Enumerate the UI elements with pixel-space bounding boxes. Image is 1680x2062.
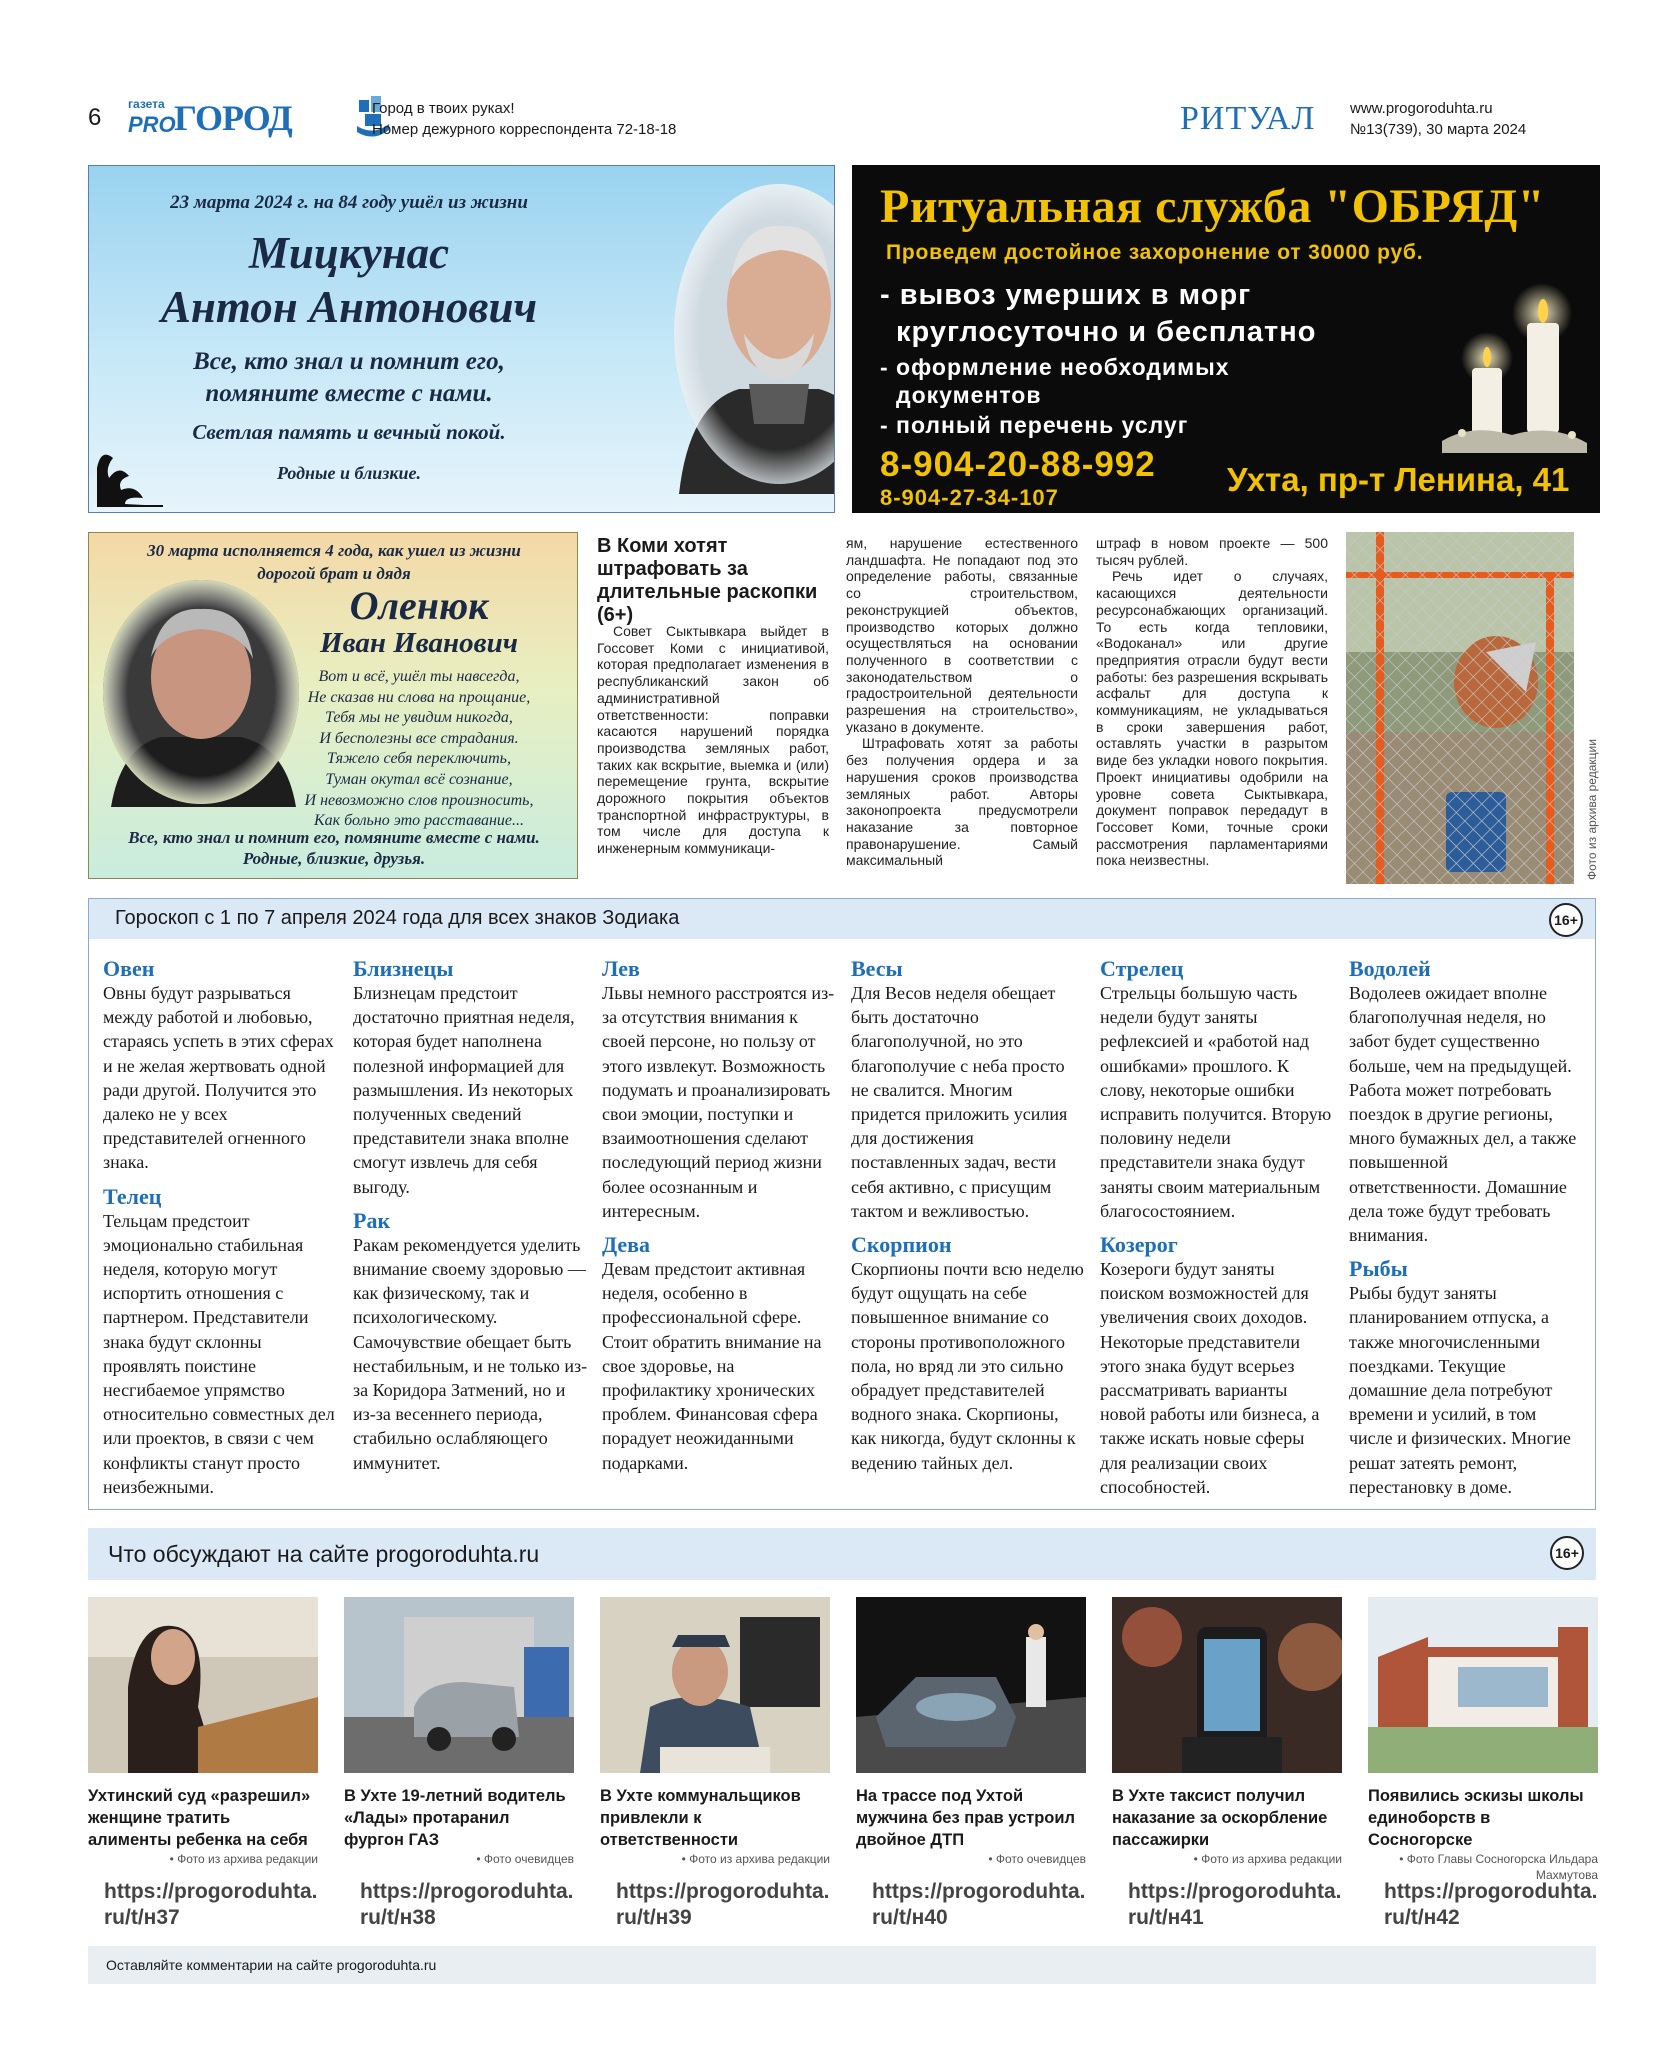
- correspondent-phone: Номер дежурного корреспондента 72-18-18: [372, 121, 677, 138]
- zodiac-aquarius: [1349, 957, 1584, 1247]
- news-card[interactable]: [88, 1597, 318, 1929]
- news-photo: [600, 1597, 830, 1773]
- photo-credit: • Фото Главы Сосногорска Ильдара Махмутова: [1399, 1852, 1598, 1882]
- slogan-line: Город в твоих руках!: [372, 100, 515, 117]
- news-link-text: ru/t/н41: [1128, 1906, 1204, 1929]
- obituary-given-name: Антон Антонович: [160, 282, 538, 332]
- ad-service-item: документов: [896, 382, 1042, 408]
- photo-credit: • Фото очевидцев: [988, 1852, 1086, 1866]
- news-link[interactable]: [872, 1879, 1085, 1931]
- sign-name: Стрелец: [1100, 956, 1184, 981]
- zodiac-cancer: [353, 1209, 588, 1475]
- candles-icon: [1432, 283, 1592, 453]
- news-photo: [88, 1597, 318, 1773]
- news-link-text: ru/t/н38: [360, 1906, 436, 1929]
- sign-forecast: Ракам рекомендуется уделить внимание своему здоровью — как физическому, так и психологическому. Самочувствие обещает быть нестабильным, и не только из-за Коридора Затмений, но и из-за весеннего периода, стабильно ослабляющего иммунитет.: [353, 1234, 588, 1473]
- sign-name: Весы: [851, 956, 903, 981]
- website-link[interactable]: www.progoroduhta.ru: [1350, 100, 1493, 117]
- obituary-name: [89, 226, 609, 334]
- ad-service-item: - полный перечень услуг: [880, 412, 1189, 438]
- poem-line: Вот и всё, ушёл ты навсегда,: [318, 668, 520, 685]
- sign-forecast: Стрельцы большую часть недели будут заняты рефлексией и «работой над ошибками» прошлого. К слову, некоторые ошибки исправить получится. Вторую половину недели представители знака будут заняты своим материальным благосостоянием.: [1100, 983, 1332, 1221]
- sign-forecast: Козероги будут заняты поиском возможностей для увеличения своих доходов. Некоторые представители этого знака будут всерьез рассматривать варианты новой работы или бизнеса, а также искать новые сферы для реализации своих способностей.: [1100, 1259, 1320, 1497]
- newspaper-logo[interactable]: [128, 96, 380, 140]
- article-column: [597, 623, 829, 857]
- sign-forecast: Девам предстоит активная неделя, особенно в профессиональной сфере. Стоит обратить внимание на свое здоровье, на профилактику хронических проблем. Финансовая сфера порадует неожиданными подарками.: [602, 1259, 822, 1473]
- ad-title: Ритуальная служба "ОБРЯД": [880, 180, 1545, 233]
- news-link-text: ru/t/н42: [1384, 1906, 1460, 1929]
- page-header: [88, 96, 1596, 146]
- sign-forecast: Львы немного расстроятся из-за отсутствия внимания к своей персоне, но пользу от этого извлекут. Возможность подумать и проанализировать свои эмоции, поступки и взаимоотношения сделают последующий период жизни более осознанным и интересным.: [602, 983, 835, 1221]
- section-title: РИТУАЛ: [1180, 100, 1316, 137]
- ad-services-list: [880, 277, 1316, 439]
- obituary-intro-line: дорогой брат и дядя: [257, 564, 411, 583]
- obituary-text: [89, 346, 609, 410]
- news-photo: [1368, 1597, 1598, 1773]
- horoscope-column: [602, 957, 837, 1485]
- sign-name: Козерог: [1100, 1232, 1178, 1258]
- article-column: [1096, 535, 1328, 869]
- poem-line: Не сказав ни слова на прощание,: [307, 688, 531, 706]
- zodiac-gemini: [353, 957, 588, 1199]
- issue-number: №13(739), 30 марта 2024: [1350, 121, 1527, 138]
- news-title: На трассе под Ухтой мужчина без прав устроил двойное ДТП: [856, 1787, 1076, 1849]
- obituary-signature: Родные и близкие.: [277, 463, 421, 483]
- poem-line: Тебя мы не увидим никогда,: [325, 709, 513, 727]
- sign-forecast: Для Весов неделя обещает быть достаточно благополучной, но это благополучие с неба просто не свалится. Многим придется приложить усилия для достижения поставленных задач, вести себя активно, с присущим тактом и вежливостью.: [851, 983, 1068, 1221]
- sign-forecast: Овны будут разрываться между работой и любовью, стараясь успеть в этих сферах и не желая жертвовать одной ради другой. Получится это далеко не у всех представителей огненного знака.: [103, 983, 334, 1173]
- obituary-given-name: Иван Иванович: [320, 627, 518, 659]
- logo-small-text: газета: [128, 97, 165, 111]
- news-link-text: ru/t/н40: [872, 1906, 948, 1929]
- sign-forecast: Скорпионы почти всю неделю будут ощущать на себе повышенное внимание со стороны противоположного пола, но вряд ли это сильно обрадует представителей водного знака. Скорпионы, как никогда, будут склонны к ведению тайных дел.: [851, 1259, 1084, 1473]
- zodiac-scorpio: [851, 1233, 1086, 1475]
- logo-name: ГОРОД: [174, 98, 292, 138]
- news-link[interactable]: [104, 1879, 317, 1931]
- zodiac-libra: [851, 957, 1086, 1223]
- zodiac-taurus: [103, 1185, 338, 1499]
- zodiac-capricorn: [1100, 1233, 1335, 1499]
- ad-service-item: - оформление необходимых: [880, 354, 1230, 380]
- article-paragraph: Речь идет о случаях, касающихся деятельности ресурсонабжающих организаций. То есть когда тепловики, «Водоканал» или другие предприятия отрасли будут вести работы: без разрешения вскрывать асфальт для доступа к коммуникациям, не укладываться в сроки завершения работ, оставлять участки в разрытом виде без укладки нового покрытия. Проект инициативы одобрили на уровне совета Сыктывкара, документ поправок передадут в Госсовет Коми, точные сроки рассмотрения парламентариями пока неизвестны.: [1096, 568, 1328, 869]
- poem-line: Тяжело себя переключить,: [327, 750, 511, 768]
- news-link[interactable]: [616, 1879, 829, 1931]
- obituary-closing: [89, 827, 578, 869]
- ritual-service-ad: [852, 165, 1600, 513]
- obituary-memory-line: Светлая память и вечный покой.: [192, 420, 506, 444]
- portrait-photo: [669, 184, 835, 494]
- news-link-text: https://progoroduhta.: [1384, 1880, 1598, 1903]
- obituary-text-line: Все, кто знал и помнит его,: [193, 348, 505, 375]
- footer-comment-note[interactable]: Оставляйте комментарии на сайте progoroduhta.ru: [106, 1957, 437, 1973]
- zodiac-leo: [602, 957, 837, 1223]
- obituary-intro-line: 30 марта исполняется 4 года, как ушел из жизни: [147, 541, 521, 560]
- obituary-surname: Оленюк: [349, 583, 489, 628]
- sign-name: Телец: [103, 1183, 162, 1209]
- discussions-header: [88, 1528, 1596, 1580]
- excavation-photo: [1346, 532, 1574, 884]
- ad-address: Ухта, пр-т Ленина, 41: [1227, 461, 1570, 498]
- sign-forecast: Близнецам предстоит достаточно приятная неделя, которая будет наполнена полезной информацией для размышления. Из некоторых полученных сведений представители знака вполне смогут извлечь для себя выгоду.: [353, 983, 575, 1197]
- poem-line: Как больно это расставание...: [314, 812, 524, 830]
- age-rating-badge: 16+: [1550, 1536, 1584, 1570]
- discussions-title: Что обсуждают на сайте progoroduhta.ru: [108, 1541, 540, 1567]
- article-paragraph: Совет Сыктывкара выйдет в Госсовет Коми с инициативой, которая предполагает изменения в республиканский закон об административной ответственности: поправки касаются нарушений порядка производства земляных работ, таких как вскрытие, выемка и (или) перемещение грунта, вскрытие дорожного покрытия объектов транспортной инфраструктуры, в том числе для доступа к инженерным коммуникаци-: [597, 623, 829, 857]
- news-link-text: ru/t/н37: [104, 1906, 180, 1929]
- obituary-olenyuk: [88, 532, 578, 879]
- zodiac-sagittarius: [1100, 957, 1335, 1223]
- obituary-text-line: помяните вместе с нами.: [205, 380, 493, 407]
- news-link[interactable]: [1384, 1879, 1597, 1931]
- age-rating-badge: 16+: [1549, 903, 1583, 937]
- photo-credit: • Фото очевидцев: [476, 1852, 574, 1866]
- news-link-text: https://progoroduhta.: [1128, 1880, 1342, 1903]
- horoscope-header: [89, 899, 1595, 939]
- logo-pro-text: PRO: [128, 112, 176, 137]
- sign-name: Рак: [353, 1207, 391, 1233]
- sign-forecast: Рыбы будут заняты планированием отпуска, а также многочисленными поездками. Текущие домашние дела потребуют времени и усилий, в том числе и физических. Многие решат затеять ремонт, перестановку в доме.: [1349, 1283, 1571, 1497]
- horoscope-block: [88, 898, 1596, 1510]
- news-title: В Ухте 19-летний водитель «Лады» протаранил фургон ГАЗ: [344, 1787, 566, 1849]
- news-card[interactable]: [1112, 1597, 1342, 1929]
- sign-name: Лев: [602, 956, 640, 981]
- news-title: В Ухте таксист получил наказание за оскорбление пассажирки: [1112, 1787, 1328, 1849]
- news-card[interactable]: [600, 1597, 830, 1929]
- news-link-text: ru/t/н39: [616, 1906, 692, 1929]
- obituary-mitskunas: [88, 165, 835, 513]
- ad-phone-primary[interactable]: 8-904-20-88-992: [880, 445, 1156, 484]
- issue-info: [1350, 98, 1526, 140]
- horoscope-column: [353, 957, 588, 1485]
- zodiac-virgo: [602, 1233, 837, 1475]
- photo-credit: • Фото из архива редакции: [1193, 1852, 1342, 1866]
- obituary-date-line: 23 марта 2024 г. на 84 году ушёл из жизни: [170, 192, 528, 213]
- news-photo: [344, 1597, 574, 1773]
- news-title: Появились эскизы школы единоборств в Сосногорске: [1368, 1787, 1584, 1849]
- news-card[interactable]: [856, 1597, 1086, 1929]
- sign-name: Рыбы: [1349, 1256, 1408, 1282]
- article-column: [846, 535, 1078, 869]
- sign-name: Близнецы: [353, 956, 454, 981]
- horoscope-column: [851, 957, 1086, 1485]
- news-card[interactable]: [344, 1597, 574, 1929]
- news-title: Ухтинский суд «разрешил» женщине тратить алименты ребенка на себя: [88, 1787, 311, 1849]
- poem-line: И бесполезны все страдания.: [319, 729, 519, 747]
- article-paragraph: ям, нарушение естественного ландшафта. Не попадают под это определение работы, связанные со строительством, реконструкцией объектов, производство которых должно осуществляться на основании полученного в соответствии с законодательством о градостроительной деятельности разрешения на строительство», указано в документе.: [846, 535, 1078, 735]
- page-number: 6: [88, 104, 102, 131]
- photo-credit: • Фото из архива редакции: [169, 1852, 318, 1866]
- news-photo: [1112, 1597, 1342, 1773]
- ad-phone-secondary[interactable]: 8-904-27-34-107: [880, 485, 1059, 510]
- discussions-footer: [88, 1946, 1596, 1984]
- slogan: [372, 98, 676, 140]
- news-link[interactable]: [360, 1879, 573, 1931]
- photo-credit: • Фото из архива редакции: [681, 1852, 830, 1866]
- news-link-text: https://progoroduhta.: [616, 1880, 830, 1903]
- news-link-text: https://progoroduhta.: [360, 1880, 574, 1903]
- photo-credit: Фото из архива редакции: [1585, 739, 1599, 880]
- sign-name: Дева: [602, 1232, 651, 1258]
- horoscope-column: [103, 957, 338, 1509]
- news-link[interactable]: [1128, 1879, 1341, 1931]
- obituary-signature: Родные, близкие, друзья.: [242, 849, 426, 868]
- horoscope-column: [1349, 957, 1584, 1509]
- sign-forecast: Водолеев ожидает вполне благополучная неделя, но забот будет существенно больше, чем на предыдущей. Работа может потребовать поездок в другие регионы, много бумажных дел, а также повышенной ответственности. Домашние дела тоже будут требовать внимания.: [1349, 983, 1577, 1246]
- floral-corner-ornament-icon: [95, 428, 165, 508]
- ad-service-item: - вывоз умерших в морг: [880, 279, 1252, 311]
- horoscope-title: Гороскоп с 1 по 7 апреля 2024 года для всех знаков Зодиака: [115, 907, 680, 929]
- news-link-text: https://progoroduhta.: [872, 1880, 1086, 1903]
- poem-line: Туман окутал всё сознание,: [325, 770, 513, 788]
- poem-line: И невозможно слов произносить,: [304, 791, 534, 809]
- news-title: В Ухте коммунальщиков привлекли к ответственности: [600, 1787, 801, 1849]
- obituary-poem: [259, 667, 578, 832]
- sign-name: Скорпион: [851, 1232, 952, 1258]
- article-paragraph: Штрафовать хотят за работы без получения ордера и за нарушения сроков производства земляных работ. Авторы законопроекта предусмотрели наказание за повторное правонарушение. Самый максимальный: [846, 735, 1078, 869]
- news-photo: [856, 1597, 1086, 1773]
- obituary-surname: Мицкунас: [248, 228, 450, 278]
- zodiac-aries: [103, 957, 338, 1175]
- zodiac-pisces: [1349, 1257, 1584, 1499]
- ad-service-item: круглосуточно и бесплатно: [896, 316, 1317, 348]
- article-paragraph: штраф в новом проекте — 500 тысяч рублей.: [1096, 535, 1328, 568]
- ad-subtitle: Проведем достойное захоронение от 30000 руб.: [886, 241, 1424, 264]
- news-card[interactable]: [1368, 1597, 1598, 1929]
- obituary-closing-line: Все, кто знал и помнит его, помяните вместе с нами.: [128, 828, 540, 847]
- news-link-text: https://progoroduhta.: [104, 1880, 318, 1903]
- sign-name: Водолей: [1349, 956, 1431, 981]
- horoscope-column: [1100, 957, 1335, 1509]
- sign-name: Овен: [103, 956, 155, 981]
- sign-forecast: Тельцам предстоит эмоционально стабильная неделя, которую могут испортить отношения с партнером. Представители знака будут склонны проявлять поистине несгибаемое упрямство относительно совместных дел или проектов, в связи с чем конфликты станут просто неизбежными.: [103, 1210, 335, 1497]
- article-title: В Коми хотят штрафовать за длительные раскопки (6+): [597, 535, 818, 626]
